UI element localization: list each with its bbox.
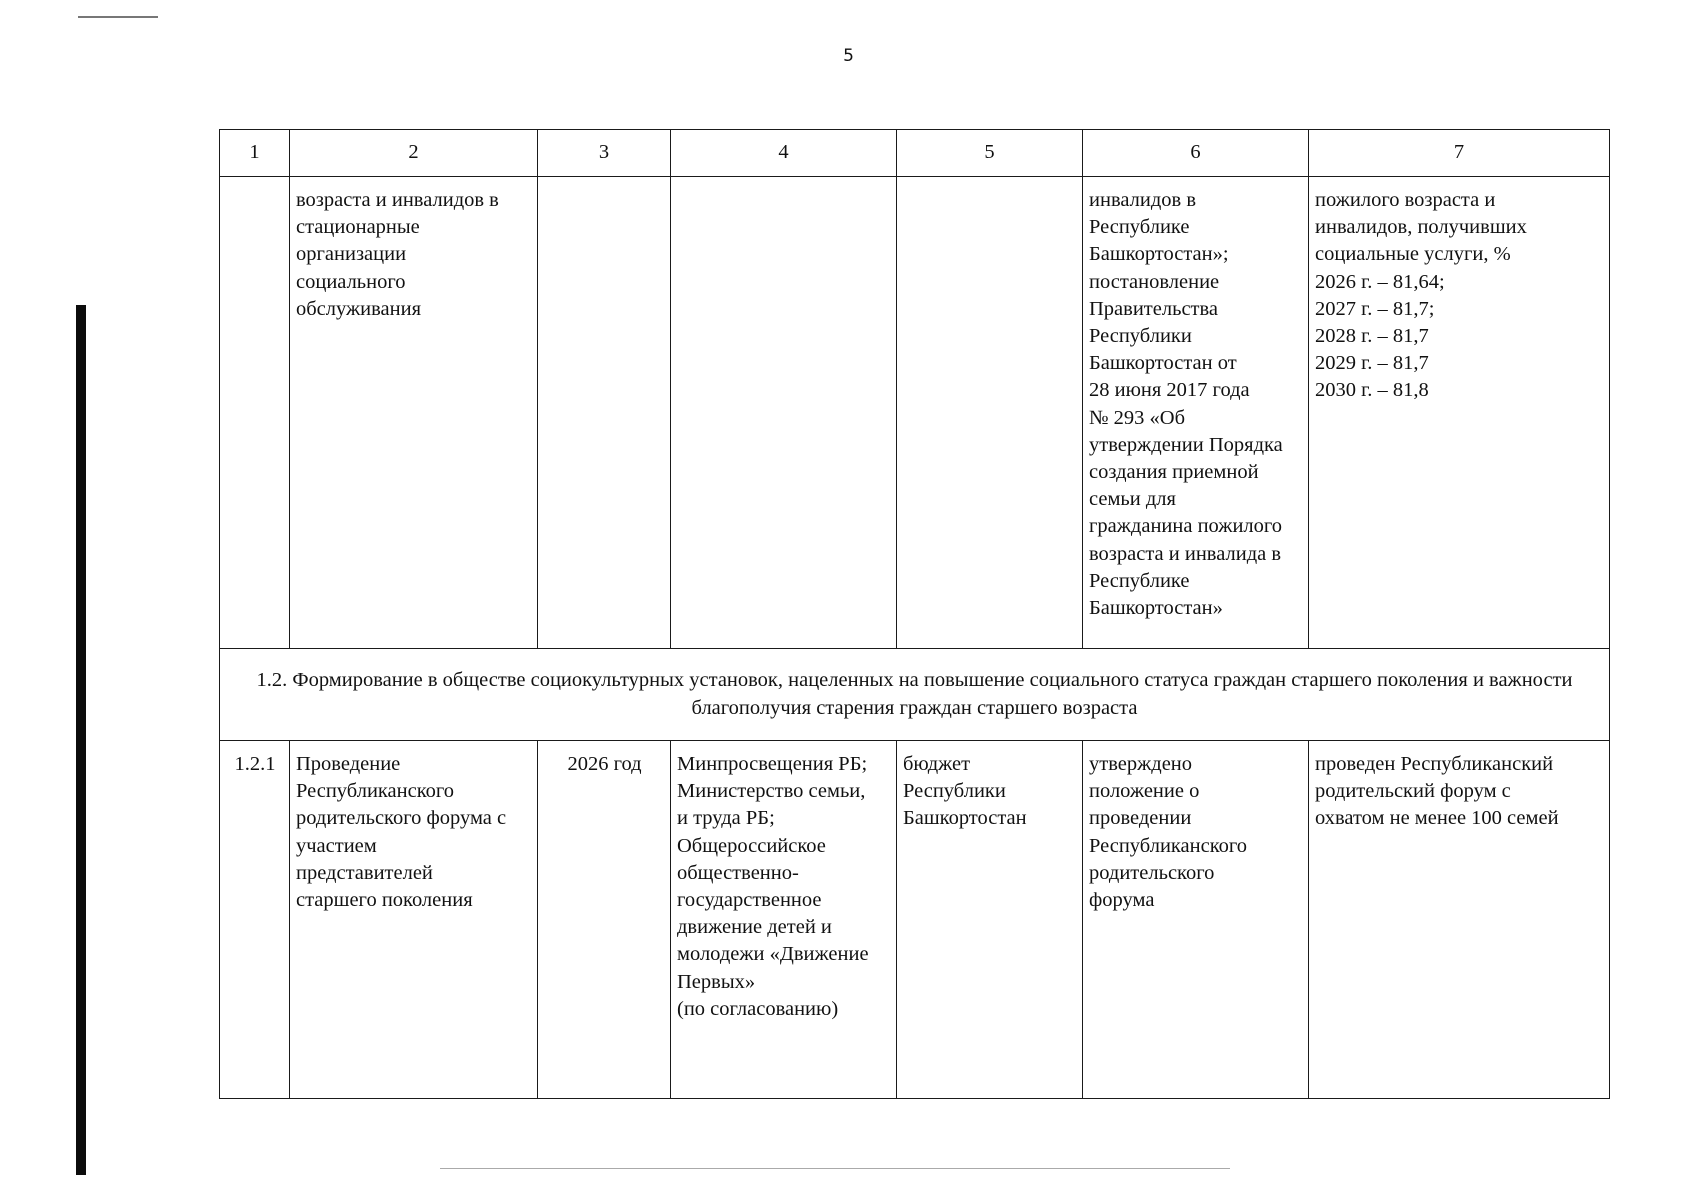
column-number-row (220, 130, 1610, 177)
scan-artifact-top-line (78, 16, 158, 18)
activity-cell: возраста и инвалидов в стационарные организации социального обслуживания (290, 177, 538, 649)
funding-cell (897, 177, 1083, 649)
column-number-cell: 1 (220, 130, 290, 177)
column-number-cell: 6 (1083, 130, 1309, 177)
column-number-cell: 2 (290, 130, 538, 177)
section-heading-row (220, 649, 1610, 741)
funding-cell: бюджет Республики Башкортостан (897, 741, 1083, 1099)
item-number-cell (220, 177, 290, 649)
table-row-1-2-1 (220, 741, 1610, 1099)
scan-artifact-binding-edge (76, 305, 86, 1175)
indicator-cell: проведен Республиканский родительский форум с охватом не менее 100 семей (1309, 741, 1610, 1099)
deadline-cell (538, 177, 671, 649)
plan-table (219, 129, 1610, 1099)
indicator-cell: пожилого возраста и инвалидов, получивших социальные услуги, % 2026 г. – 81,64; 2027 г. – 81,7; 2028 г. – 81,7 2029 г. – 81,7 2030 г. – 81,8 (1309, 177, 1610, 649)
column-number-cell: 5 (897, 130, 1083, 177)
activity-cell: Проведение Республиканского родительского форума с участием представителей старшего поколения (290, 741, 538, 1099)
responsible-cell (671, 177, 897, 649)
deadline-cell: 2026 год (538, 741, 671, 1099)
page-number: 5 (843, 46, 854, 66)
item-number-cell: 1.2.1 (220, 741, 290, 1099)
table-row-continuation (220, 177, 1610, 649)
responsible-cell: Минпросвещения РБ; Министерство семьи, и труда РБ; Общероссийское общественно- государственное движение детей и молодежи «Движение Первых» (по согласованию) (671, 741, 897, 1099)
column-number-cell: 7 (1309, 130, 1610, 177)
result-document-cell: утверждено положение о проведении Республиканского родительского форума (1083, 741, 1309, 1099)
column-number-cell: 4 (671, 130, 897, 177)
column-number-cell: 3 (538, 130, 671, 177)
result-document-cell: инвалидов в Республике Башкортостан»; постановление Правительства Республики Башкортостан от 28 июня 2017 года № 293 «Об утверждении Порядка создания приемной семьи для гражданина пожилого возраста и инвалида в Республике Башкортостан» (1083, 177, 1309, 649)
scan-artifact-bottom-line (440, 1168, 1230, 1169)
section-heading: 1.2. Формирование в обществе социокультурных установок, нацеленных на повышение социального статуса граждан старшего поколения и важности благополучия старения граждан старшего возраста (220, 649, 1610, 741)
